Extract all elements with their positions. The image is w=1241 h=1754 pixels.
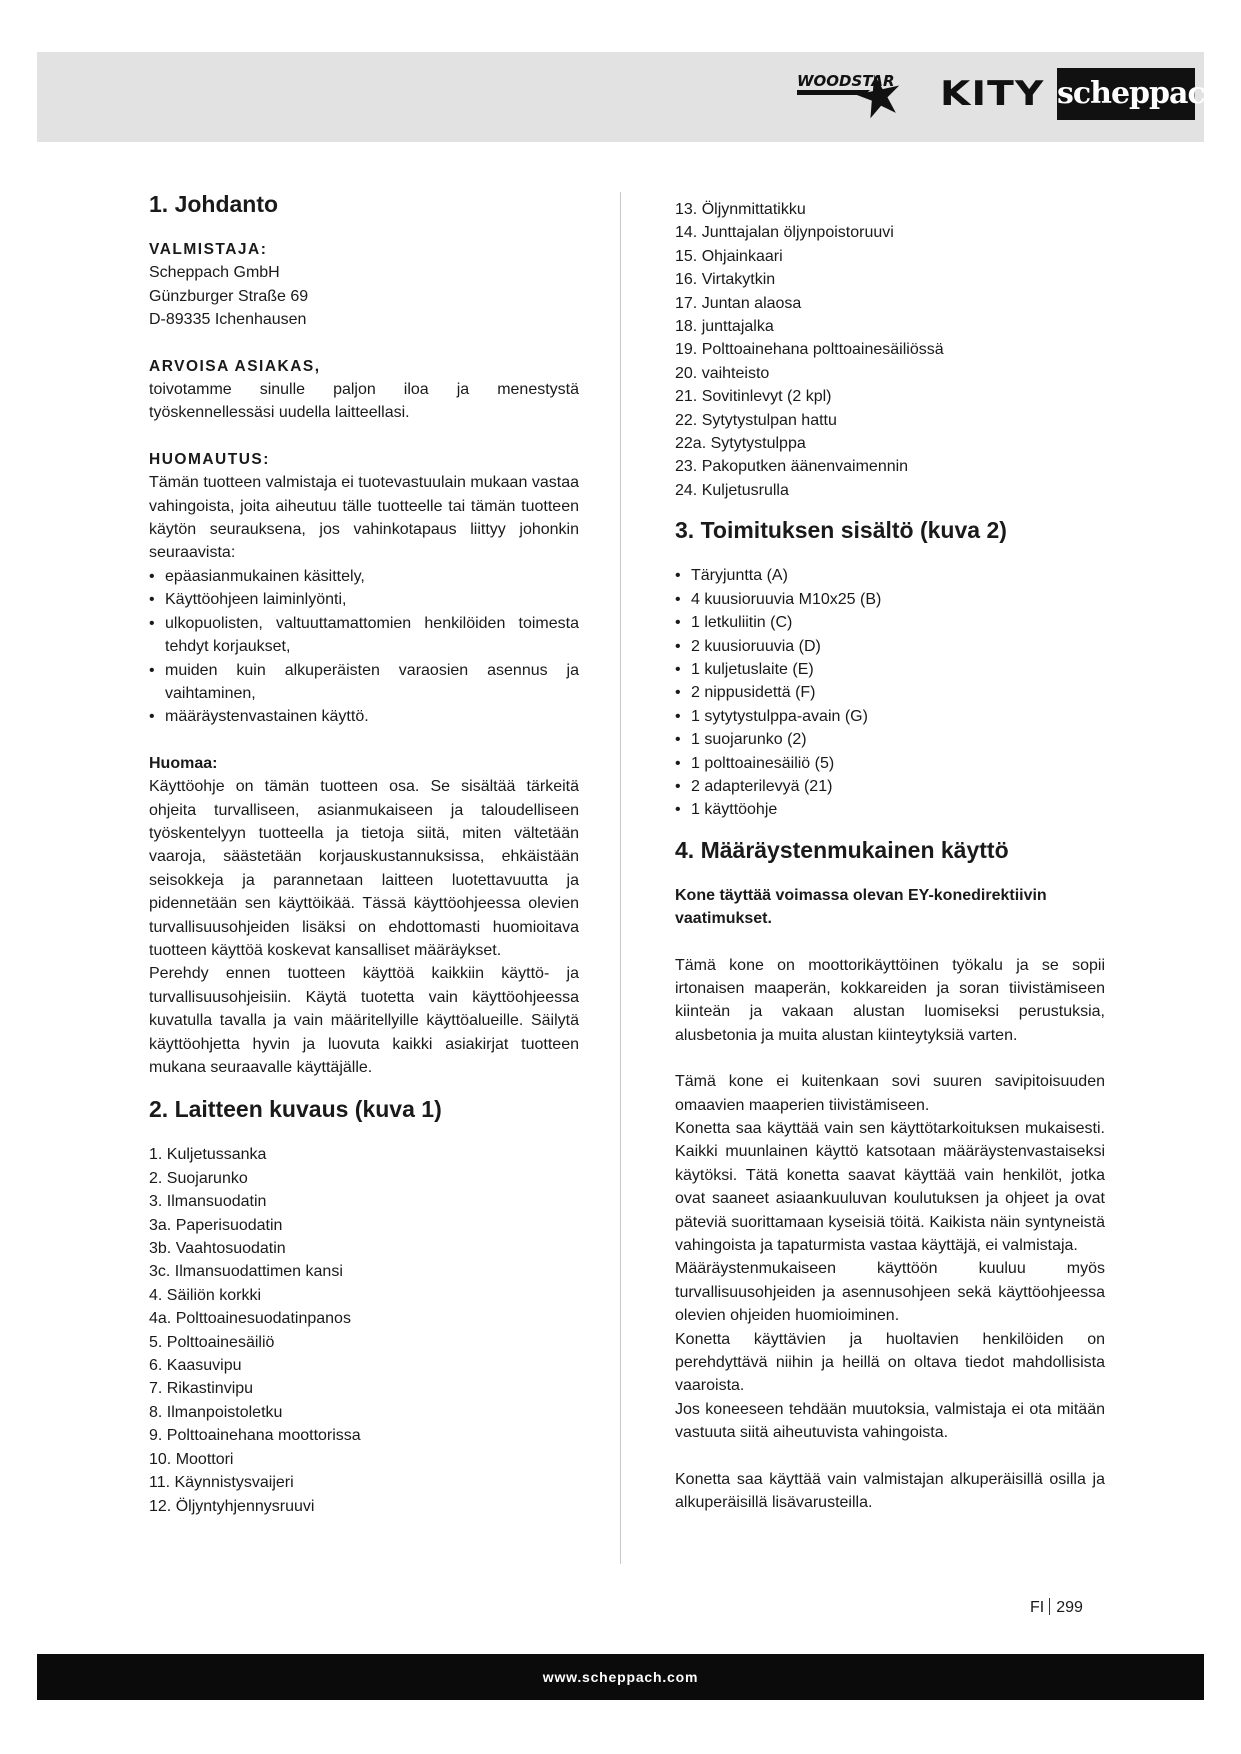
customer-label: ARVOISA ASIAKAS, — [149, 357, 321, 375]
list-item: 9. Polttoainehana moottorissa — [149, 1427, 361, 1445]
list-item: 4. Säiliön korkki — [149, 1286, 262, 1304]
page-number-value: 299 — [1056, 1599, 1083, 1616]
list-item: • 2 nippusidettä (F) — [675, 681, 1105, 704]
list-item: • 1 kuljetuslaite (E) — [675, 658, 1105, 681]
left-column — [149, 190, 579, 1518]
list-item: 4a. Polttoainesuodatinpanos — [149, 1310, 351, 1328]
delivery-list — [675, 564, 1105, 821]
section-4-heading: 4. Määräystenmukainen käyttö — [675, 836, 1009, 863]
list-item: 3b. Vaahtosuodatin — [149, 1240, 286, 1258]
list-item: 16. Virtakytkin — [675, 271, 776, 289]
list-item: 5. Polttoainesäiliö — [149, 1333, 275, 1351]
list-item: • 1 suojarunko (2) — [675, 728, 1105, 751]
list-item: • 2 kuusioruuvia (D) — [675, 635, 1105, 658]
use-paragraph: Tämä kone on moottorikäyttöinen työkalu ja se sopii irtonaisen maaperän, kokkareiden ja soran tiivistämiseen kiinteän ja vakaan alustan luomiseksi perustuksia, alusbetonia ja muita alustan kiinteytyksiä varten. — [675, 956, 1105, 1044]
page-language: FI — [1030, 1599, 1045, 1616]
manufacturer-line: Scheppach GmbH — [149, 264, 280, 282]
list-item: • 1 letkuliitin (C) — [675, 611, 1105, 634]
list-item: • 2 adapterilevyä (21) — [675, 775, 1105, 798]
list-item: 14. Junttajalan öljynpoistoruuvi — [675, 224, 894, 242]
note-text: Tämän tuotteen valmistaja ei tuotevastuulain mukaan vastaa vahingoista, joita aiheutuu tälle tuotteelle tai tämän tuotteen käytön seurauksena, jos vahinkotapaus liittyy johonkin seuraavista: — [149, 474, 579, 562]
kity-logo: KITY — [940, 74, 1045, 114]
list-item: 8. Ilmanpoistoletku — [149, 1403, 283, 1421]
list-item: • Täryjuntta (A) — [675, 564, 1105, 587]
list-item: 6. Kaasuvipu — [149, 1357, 242, 1375]
list-item: 3. Ilmansuodatin — [149, 1193, 267, 1211]
note-label: HUOMAUTUS: — [149, 450, 270, 468]
huomaa-label: Huomaa: — [149, 754, 218, 772]
directive-text: Kone täyttää voimassa olevan EY-konedirektiivin vaatimukset. — [675, 886, 1047, 928]
list-item: • ulkopuolisten, valtuuttamattomien henkilöiden toimesta tehdyt korjaukset, — [149, 612, 579, 659]
use-paragraph: Määräystenmukaiseen käyttöön kuuluu myös turvallisuusohjeiden ja asennusohjeen sekä käyttöohjeessa olevien ohjeiden huomioiminen. — [675, 1260, 1105, 1325]
list-item: 11. Käynnistysvaijeri — [149, 1474, 294, 1492]
parts-list — [149, 1143, 579, 1518]
manufacturer-label: VALMISTAJA: — [149, 241, 268, 258]
use-paragraph: Konetta saa käyttää vain valmistajan alkuperäisillä osilla ja alkuperäisillä lisävarusteilla. — [675, 1470, 1105, 1512]
list-item: • 1 käyttöohje — [675, 798, 1105, 821]
column-divider — [620, 192, 621, 1564]
list-item: • epäasianmukainen käsittely, — [149, 565, 579, 588]
list-item: 17. Juntan alaosa — [675, 294, 802, 312]
woodstar-logo-text: WOODSTAR — [797, 72, 895, 90]
list-item: • 1 sytytystulppa-avain (G) — [675, 705, 1105, 728]
list-item: 1. Kuljetussanka — [149, 1146, 267, 1164]
section-1-heading: 1. Johdanto — [149, 191, 279, 217]
customer-text: toivotamme sinulle paljon iloa ja menestystä työskennellessäsi uudella laitteellasi. — [149, 381, 579, 422]
section-2-heading: 2. Laitteen kuvaus (kuva 1) — [149, 1096, 442, 1123]
list-item: 2. Suojarunko — [149, 1169, 248, 1187]
list-item: 22a. Sytytystulppa — [675, 435, 806, 453]
use-paragraph: Tämä kone ei kuitenkaan sovi suuren savipitoisuuden omaavien maaperien tiivistämiseen. — [675, 1073, 1105, 1114]
use-paragraph: Jos koneeseen tehdään muutoksia, valmistaja ei ota mitään vastuuta siitä aiheutuvista vahingoista. — [675, 1400, 1105, 1442]
list-item: • määräystenvastainen käyttö. — [149, 705, 579, 728]
list-item: 13. Öljynmittatikku — [675, 201, 806, 218]
section-3-heading: 3. Toimituksen sisältö (kuva 2) — [675, 517, 1007, 544]
list-item: 23. Pakoputken äänenvaimennin — [675, 458, 909, 476]
right-column — [675, 198, 1105, 1515]
list-item: 18. junttajalka — [675, 318, 774, 336]
huomaa-text: Perehdy ennen tuotteen käyttöä kaikkiin käyttö- ja turvallisuusohjeisiin. Käytä tuotetta vain käyttöohjeessa kuvatulla tavalla ja vain määritellyille käyttöalueille. Säilytä käyttöohjetta hyvin ja luovuta kaikki asiakirjat tuotteen mukana seuraavalle käyttäjälle. — [149, 965, 579, 1076]
list-item: 22. Sytytystulpan hattu — [675, 411, 837, 429]
list-item: 21. Sovitinlevyt (2 kpl) — [675, 388, 832, 406]
list-item: 24. Kuljetusrulla — [675, 481, 789, 499]
woodstar-logo — [795, 62, 925, 122]
huomaa-text: Käyttöohje on tämän tuotteen osa. Se sisältää tärkeitä ohjeita turvalliseen, asianmukaiseen ja taloudelliseen työskentelyyn tuotteella ja tietoja siitä, miten vältetään vaaroja, säästetään korjauskustannuksissa, ehkäistään seisokkeja ja parannetaan laitteen luotettavuutta ja pidennetään sen käyttöikää. Tässä käyttöohjeessa olevien turvallisuusohjeiden lisäksi on ehdottomasti huomioitava tuotteen käyttöä koskevat kansalliset määräykset. — [149, 778, 579, 959]
list-item: 12. Öljyntyhjennysruuvi — [149, 1497, 315, 1515]
list-item: 7. Rikastinvipu — [149, 1380, 254, 1398]
list-item: • 1 polttoainesäiliö (5) — [675, 752, 1105, 775]
list-item: 3c. Ilmansuodattimen kansi — [149, 1263, 343, 1281]
list-item: • muiden kuin alkuperäisten varaosien asennus ja vaihtaminen, — [149, 659, 579, 706]
manufacturer-line: Günzburger Straße 69 — [149, 287, 309, 305]
note-bullet-list — [149, 565, 579, 729]
footer-bar — [37, 1654, 1204, 1700]
list-item: 15. Ohjainkaari — [675, 247, 783, 265]
list-item: • Käyttöohjeen laiminlyönti, — [149, 588, 579, 611]
list-item: 19. Polttoainehana polttoainesäiliössä — [675, 341, 944, 359]
footer-url[interactable]: www.scheppach.com — [542, 1669, 699, 1685]
page-number-separator — [1049, 1598, 1050, 1615]
use-paragraph: Konetta saa käyttää vain sen käyttötarkoituksen mukaisesti. Kaikki muunlainen käyttö katsotaan määräystenvastaiseksi käytöksi. Tätä konetta saavat käyttää vain henkilöt, jotka ovat saaneet asiaankuuluvan koulutuksen ja ohjeet ja ovat päteviä suorittamaan kyseisiä töitä. Kaikista näin syntyneistä vahingoista ja tapaturmista vastaa käyttäjä, ei valmistaja. — [675, 1120, 1105, 1255]
scheppach-logo: scheppach — [1057, 68, 1195, 120]
use-paragraph: Konetta käyttävien ja huoltavien henkilöiden on perehdyttävä niihin ja heillä on oltava tiedot mahdollisista vaaroista. — [675, 1330, 1105, 1395]
manufacturer-line: D-89335 Ichenhausen — [149, 311, 307, 329]
list-item: 20. vaihteisto — [675, 364, 770, 382]
parts-list-continued — [675, 198, 1105, 502]
list-item: 3a. Paperisuodatin — [149, 1216, 283, 1234]
page-number — [1030, 1598, 1083, 1617]
list-item: • 4 kuusioruuvia M10x25 (B) — [675, 588, 1105, 611]
list-item: 10. Moottori — [149, 1450, 234, 1468]
